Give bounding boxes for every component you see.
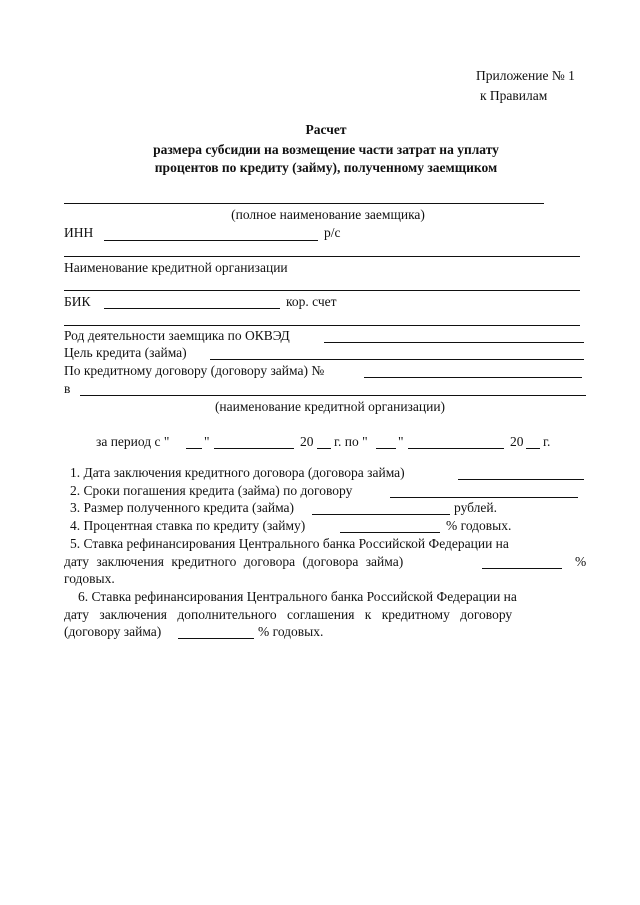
item-6-field[interactable]: [178, 638, 254, 639]
period-from-label: за период с ": [96, 434, 170, 449]
inn-label: ИНН: [64, 225, 94, 240]
appendix-to-rules: к Правилам: [480, 88, 548, 103]
item-1-field[interactable]: [458, 479, 584, 480]
item-2-field[interactable]: [390, 497, 578, 498]
purpose-label: Цель кредита (займа): [64, 345, 187, 360]
bank-name-field[interactable]: [64, 290, 580, 291]
appendix-number: Приложение № 1: [476, 68, 575, 83]
doc-subtitle-line1: размера субсидии на возмещение части затрат на уплату: [153, 142, 499, 157]
okved-field[interactable]: [324, 342, 584, 343]
item-6-line-1: 6. Ставка рефинансирования Центрального банка Российской Федерации на: [78, 589, 517, 604]
period-end-label: г.: [543, 434, 551, 449]
doc-subtitle-line2: процентов по кредиту (займу), полученному заемщиком: [154, 160, 498, 175]
doc-title: Расчет: [305, 122, 347, 137]
in-label: в: [64, 381, 71, 396]
bik-field[interactable]: [104, 308, 280, 309]
period-quote-2: ": [398, 434, 404, 449]
period-from-year-field[interactable]: [317, 448, 331, 449]
okved-label: Род деятельности заемщика по ОКВЭД: [64, 328, 290, 343]
item-5-line-2: дату заключения кредитного договора (договора займа): [64, 554, 404, 569]
item-6-line-2: дату заключения дополнительного соглашения к кредитному договору: [64, 607, 513, 622]
item-2-label: 2. Сроки погашения кредита (займа) по договору: [70, 483, 353, 498]
purpose-field[interactable]: [210, 359, 584, 360]
item-4-field[interactable]: [340, 532, 440, 533]
item-5-field[interactable]: [482, 568, 562, 569]
period-to-month-field[interactable]: [408, 448, 504, 449]
item-5-line-3: годовых.: [64, 571, 115, 586]
inn-field[interactable]: [104, 240, 318, 241]
item-1-label: 1. Дата заключения кредитного договора (договора займа): [70, 465, 405, 480]
item-6-unit: % годовых.: [258, 624, 324, 639]
period-quote-1: ": [204, 434, 210, 449]
contract-number-field[interactable]: [364, 377, 582, 378]
period-year-1: 20: [300, 434, 314, 449]
item-4-unit: % годовых.: [446, 518, 512, 533]
period-from-day-field[interactable]: [186, 448, 202, 449]
item-3-unit: рублей.: [454, 500, 498, 515]
borrower-name-caption: (полное наименование заемщика): [231, 207, 425, 222]
period-to-year-field[interactable]: [526, 448, 540, 449]
account-field[interactable]: [64, 256, 580, 257]
item-3-label: 3. Размер полученного кредита (займа): [70, 500, 295, 515]
period-to-label: г. по ": [334, 434, 368, 449]
bank-name-label: Наименование кредитной организации: [64, 260, 288, 275]
bik-label: БИК: [64, 294, 91, 309]
borrower-name-line[interactable]: [64, 203, 544, 204]
item-6-line-3-label: (договору займа): [64, 624, 162, 639]
item-5-percent: %: [575, 554, 587, 569]
period-from-month-field[interactable]: [214, 448, 294, 449]
item-5-line-1: 5. Ставка рефинансирования Центрального банка Российской Федерации на: [70, 536, 509, 551]
period-year-2: 20: [510, 434, 524, 449]
bank-field[interactable]: [80, 395, 586, 396]
contract-label: По кредитному договору (договору займа) №: [64, 363, 325, 378]
corr-account-label: кор. счет: [286, 294, 337, 309]
item-3-field[interactable]: [312, 514, 450, 515]
corr-account-field[interactable]: [64, 325, 580, 326]
period-to-day-field[interactable]: [376, 448, 396, 449]
bank-caption: (наименование кредитной организации): [214, 399, 446, 414]
item-4-label: 4. Процентная ставка по кредиту (займу): [70, 518, 306, 533]
account-label: р/с: [324, 225, 341, 240]
